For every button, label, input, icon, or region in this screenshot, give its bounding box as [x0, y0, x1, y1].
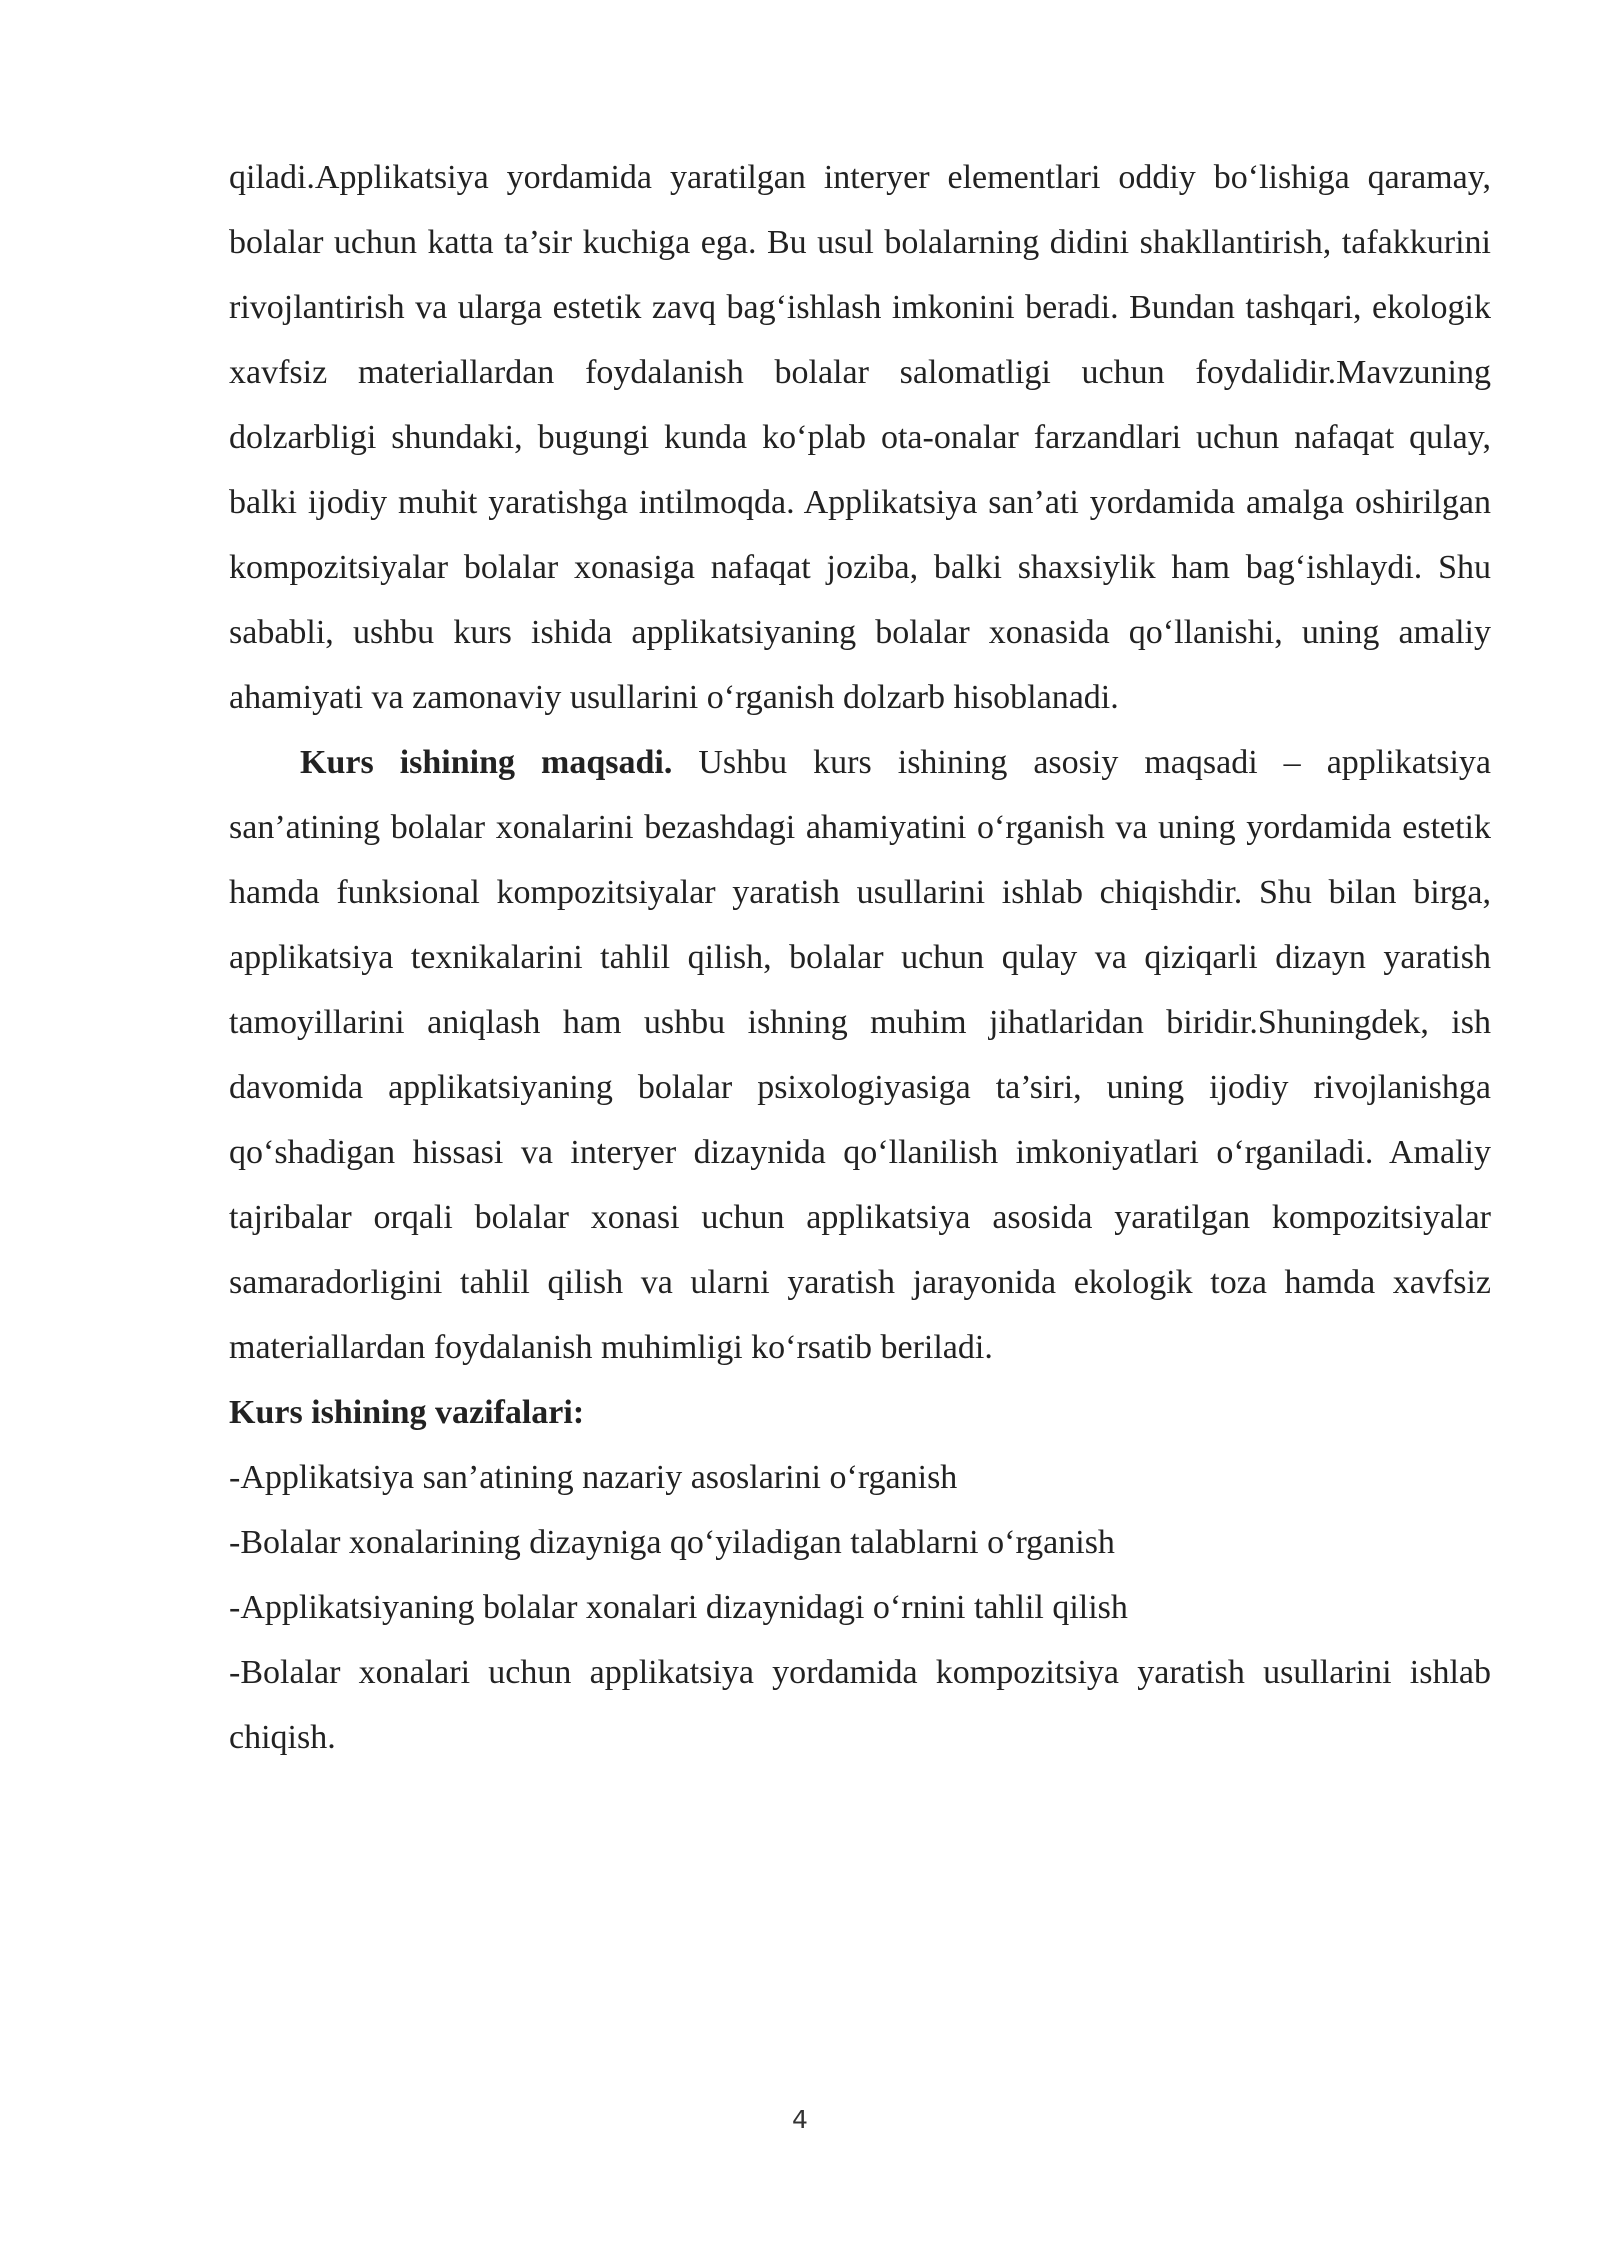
page-content [229, 145, 1491, 1770]
purpose-label: Kurs ishining maqsadi. [300, 744, 673, 781]
task-item: -Bolalar xonalari uchun applikatsiya yordamida kompozitsiya yaratish usullarini ishlab chiqish. [229, 1654, 1491, 1756]
task-item: -Applikatsiyaning bolalar xonalari dizaynidagi o‘rnini tahlil qilish [229, 1589, 1128, 1626]
purpose-paragraph [229, 730, 1491, 1380]
task-item: -Applikatsiya san’atining nazariy asoslarini o‘rganish [229, 1459, 958, 1496]
task-item: -Bolalar xonalarining dizayniga qo‘yiladigan talablarni o‘rganish [229, 1524, 1115, 1561]
tasks-heading: Kurs ishining vazifalari: [229, 1394, 585, 1431]
intro-paragraph: qiladi.Applikatsiya yordamida yaratilgan interyer elementlari oddiy bo‘lishiga qaramay, bolalar uchun katta ta’sir kuchiga ega. Bu usul bolalarning didini shakllantirish, tafakkurini rivojlantirish va ularga estetik zavq bag‘ishlash imkonini beradi. Bundan tashqari, ekologik xavfsiz materiallardan foydalanish bolalar salomatligi uchun foydalidir.Mavzuning dolzarbligi shundaki, bugungi kunda ko‘plab ota-onalar farzandlari uchun nafaqat qulay, balki ijodiy muhit yaratishga intilmoqda. Applikatsiya san’ati yordamida amalga oshirilgan kompozitsiyalar bolalar xonasiga nafaqat joziba, balki shaxsiylik ham bag‘ishlaydi. Shu sababli, ushbu kurs ishida applikatsiyaning bolalar xonasida qo‘llanishi, uning amaliy ahamiyati va zamonaviy usullarini o‘rganish dolzarb hisoblanadi. [229, 159, 1491, 716]
page-number: 4 [792, 2105, 808, 2134]
purpose-text: Ushbu kurs ishining asosiy maqsadi – applikatsiya san’atining bolalar xonalarini bezashdagi ahamiyatini o‘rganish va uning yordamida estetik hamda funksional kompozitsiyalar yaratish usullarini ishlab chiqishdir. Shu bilan birga, applikatsiya texnikalarini tahlil qilish, bolalar uchun qulay va qiziqarli dizayn yaratish tamoyillarini aniqlash ham ushbu ishning muhim jihatlaridan biridir.Shuningdek, ish davomida applikatsiyaning bolalar psixologiyasiga ta’siri, uning ijodiy rivojlanishga qo‘shadigan hissasi va interyer dizaynida qo‘llanilish imkoniyatlari o‘rganiladi. Amaliy tajribalar orqali bolalar xonasi uchun applikatsiya asosida yaratilgan kompozitsiyalar samaradorligini tahlil qilish va ularni yaratish jarayonida ekologik toza hamda xavfsiz materiallardan foydalanish muhimligi ko‘rsatib beriladi. [229, 744, 1491, 1366]
